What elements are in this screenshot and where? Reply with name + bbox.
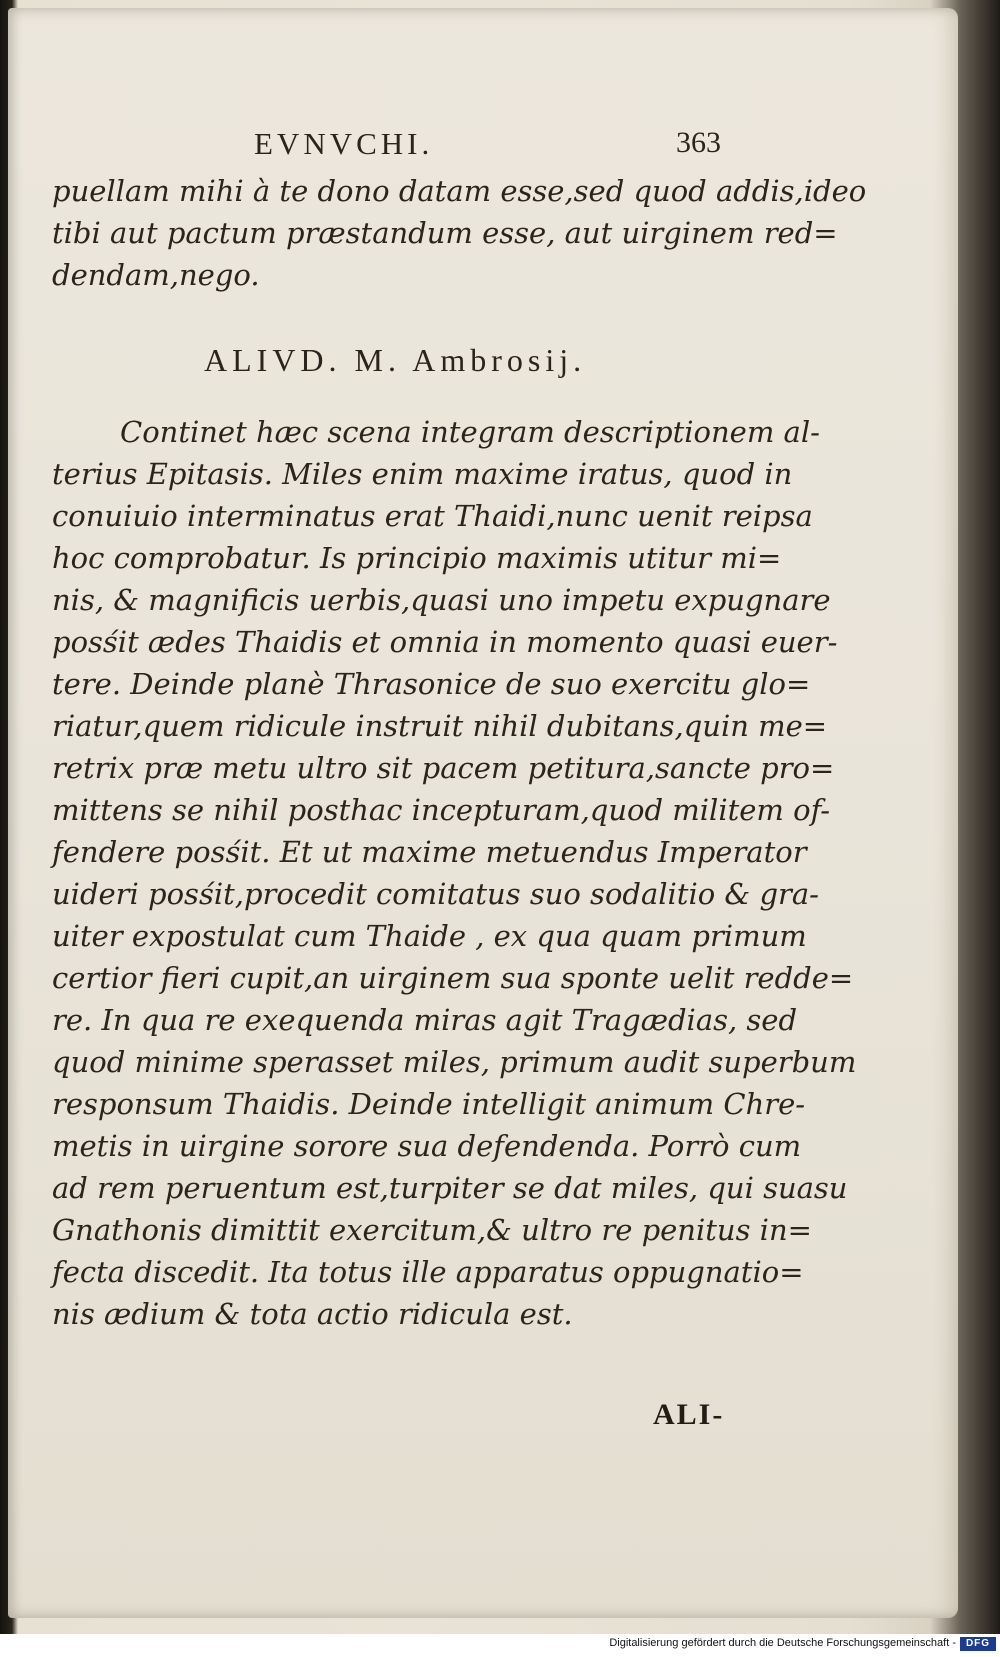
text-line: posśit ædes Thaidis et omnia in momento quasi euer- xyxy=(52,625,838,659)
text-line: hoc comprobatur. Is principio maximis utitur mi= xyxy=(52,541,782,575)
text-line: re. In qua re exequenda miras agit Tragædias, sed xyxy=(52,1003,798,1037)
text-line: conuiuio interminatus erat Thaidi,nunc uenit reipsa xyxy=(52,499,813,533)
running-head: EVNVCHI. xyxy=(254,126,434,161)
text-line: Continet hæc scena integram descriptionem al- xyxy=(120,415,820,449)
text-line: uideri posśit,procedit comitatus suo sodalitio & gra- xyxy=(52,877,819,911)
text-line: ad rem peruentum est,turpiter se dat miles, qui suasu xyxy=(52,1171,848,1205)
text-line: certior fieri cupit,an uirginem sua sponte uelit redde= xyxy=(52,961,854,995)
text-line: dendam,nego. xyxy=(52,258,260,292)
digitization-footer xyxy=(0,1634,1000,1657)
text-line: fecta discedit. Ita totus ille apparatus oppugnatio= xyxy=(52,1255,804,1289)
text-line: Gnathonis dimittit exercitum,& ultro re penitus in= xyxy=(52,1213,812,1247)
text-line: quod minime sperasset miles, primum audit superbum xyxy=(52,1045,857,1079)
dfg-logo-icon: DFG xyxy=(960,1637,996,1651)
catchword: ALI- xyxy=(653,1398,725,1431)
text-line: riatur,quem ridicule instruit nihil dubitans,quin me= xyxy=(52,709,828,743)
text-line: tibi aut pactum præstandum esse, aut uirginem red= xyxy=(52,216,838,250)
text-line: terius Epitasis. Miles enim maxime iratus, quod in xyxy=(52,457,793,491)
text-line: puellam mihi à te dono datam esse,sed quod addis,ideo xyxy=(52,174,867,208)
text-line: nis, & magnificis uerbis,quasi uno impetu expugnare xyxy=(52,583,831,617)
text-line: mittens se nihil posthac incepturam,quod militem of- xyxy=(52,793,831,827)
text-line: responsum Thaidis. Deinde intelligit animum Chre- xyxy=(52,1087,806,1121)
text-line: tere. Deinde planè Thrasonice de suo exercitu glo= xyxy=(52,667,811,701)
text-line: nis ædium & tota actio ridicula est. xyxy=(52,1297,573,1331)
book-page xyxy=(8,8,958,1618)
funding-credit: Digitalisierung gefördert durch die Deutsche Forschungsgemeinschaft - xyxy=(609,1637,956,1649)
section-heading: ALIVD. M. Ambrosij. xyxy=(204,342,587,378)
text-line: metis in uirgine sorore sua defendenda. Porrò cum xyxy=(52,1129,802,1163)
text-line: retrix præ metu ultro sit pacem petitura,sancte pro= xyxy=(52,751,835,785)
text-line: uiter expostulat cum Thaide , ex qua quam primum xyxy=(52,919,807,953)
text-line: fendere posśit. Et ut maxime metuendus Imperator xyxy=(52,835,807,869)
page-number: 363 xyxy=(676,126,721,159)
